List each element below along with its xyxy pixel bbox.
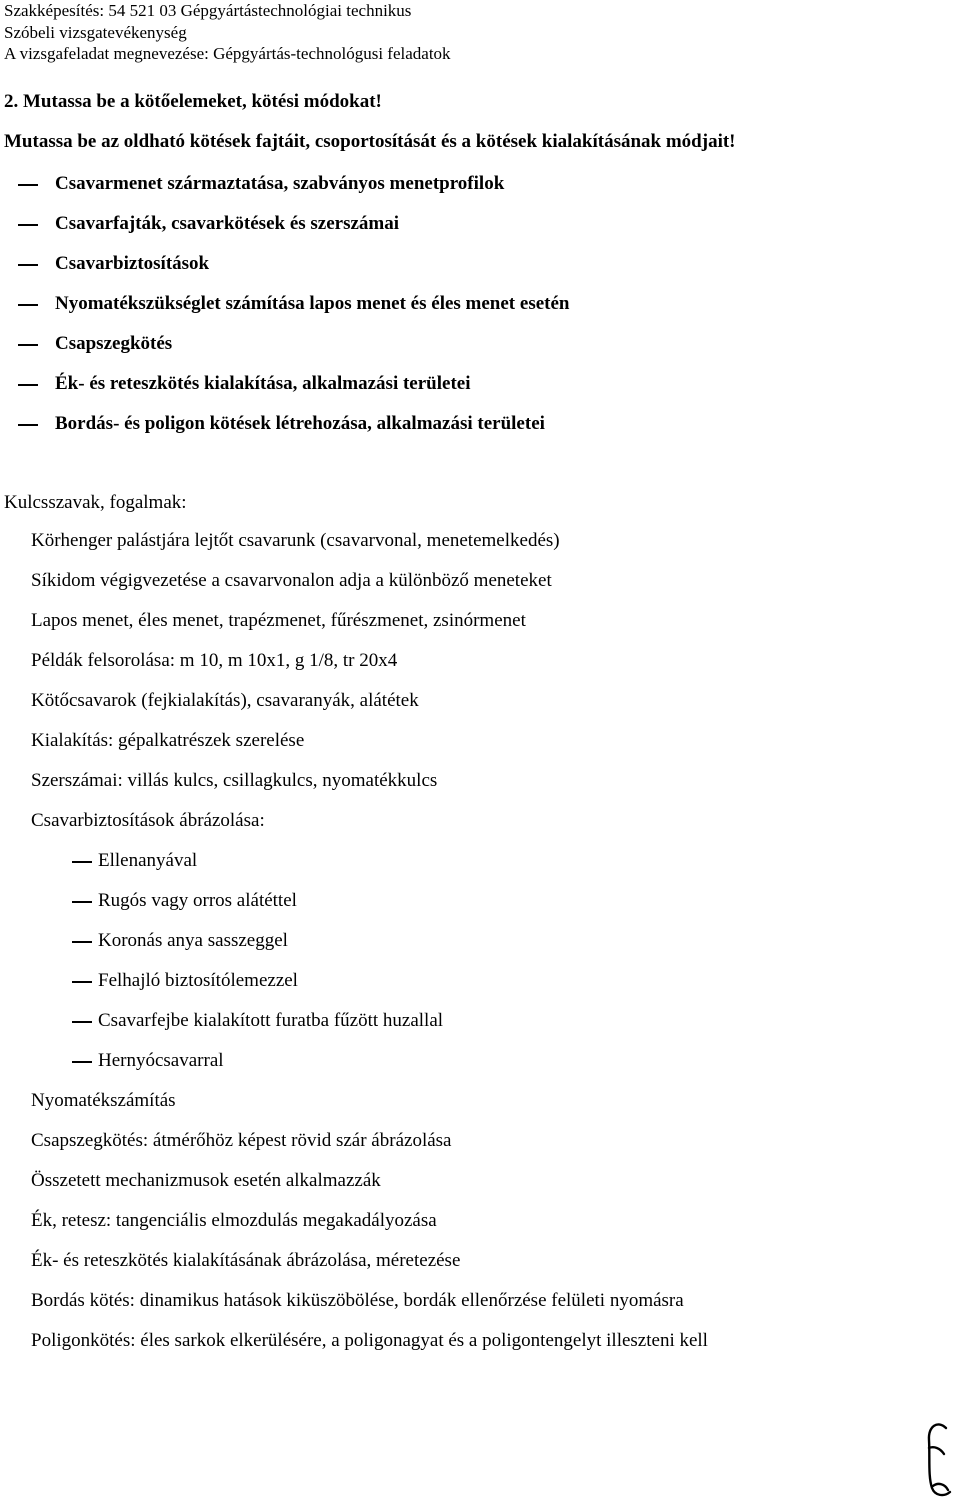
document-header bbox=[4, 0, 451, 65]
keyword-subitem-text: Koronás anya sasszeggel bbox=[98, 930, 288, 951]
topic-text: Csapszegkötés bbox=[55, 333, 173, 354]
keyword-item: Szerszámai: villás kulcs, csillagkulcs, nyomatékkulcs bbox=[31, 770, 438, 791]
topic-item bbox=[18, 413, 569, 453]
keyword-item: Ék, retesz: tangenciális elmozdulás megakadályozása bbox=[31, 1210, 437, 1231]
keyword-item: Síkidom végigvezetése a csavarvonalon adja a különböző meneteket bbox=[31, 570, 552, 591]
header-task-name: A vizsgafeladat megnevezése: Gépgyártás-technológusi feladatok bbox=[4, 44, 451, 63]
keyword-subitem-text: Rugós vagy orros alátéttel bbox=[98, 890, 297, 911]
keyword-item: Ék- és reteszkötés kialakításának ábrázolása, méretezése bbox=[31, 1250, 461, 1271]
dash-bullet-icon bbox=[18, 224, 38, 226]
dash-bullet-icon bbox=[72, 1021, 92, 1023]
keyword-subitem-text: Hernyócsavarral bbox=[98, 1050, 224, 1071]
dash-bullet-icon bbox=[72, 861, 92, 863]
keyword-subitem bbox=[31, 1050, 708, 1090]
handwritten-signature bbox=[920, 1418, 956, 1500]
keyword-item: Körhenger palástjára lejtőt csavarunk (csavarvonal, menetemelkedés) bbox=[31, 530, 560, 551]
topic-item bbox=[18, 333, 569, 373]
keyword-item: Összetett mechanizmusok esetén alkalmazzák bbox=[31, 1170, 381, 1191]
keyword-item: Nyomatékszámítás bbox=[31, 1090, 176, 1111]
topic-item bbox=[18, 213, 569, 253]
keyword-subitem bbox=[31, 890, 708, 930]
keyword-item: Kialakítás: gépalkatrészek szerelése bbox=[31, 730, 305, 751]
keyword-subitem-text: Csavarfejbe kialakított furatba fűzött huzallal bbox=[98, 1010, 444, 1031]
dash-bullet-icon bbox=[18, 424, 38, 426]
keyword-subitem-text: Felhajló biztosítólemezzel bbox=[98, 970, 298, 991]
topic-item bbox=[18, 253, 569, 293]
dash-bullet-icon bbox=[18, 304, 38, 306]
topic-text: Csavarbiztosítások bbox=[55, 253, 210, 274]
dash-bullet-icon bbox=[72, 941, 92, 943]
topic-item bbox=[18, 373, 569, 413]
topic-item bbox=[18, 293, 569, 333]
keyword-subitem-text: Ellenanyával bbox=[98, 850, 198, 871]
dash-bullet-icon bbox=[72, 901, 92, 903]
keyword-list bbox=[31, 530, 708, 1370]
question-title: 2. Mutassa be a kötőelemeket, kötési módokat! bbox=[4, 91, 382, 112]
keyword-subitem bbox=[31, 850, 708, 890]
dash-bullet-icon bbox=[72, 1061, 92, 1063]
dash-bullet-icon bbox=[18, 264, 38, 266]
keywords-title: Kulcsszavak, fogalmak: bbox=[4, 492, 187, 513]
topic-list bbox=[18, 173, 569, 453]
topic-text: Nyomatékszükséglet számítása lapos menet és éles menet esetén bbox=[55, 293, 570, 314]
topic-item bbox=[18, 173, 569, 213]
dash-bullet-icon bbox=[18, 184, 38, 186]
keyword-item: Poligonkötés: éles sarkok elkerülésére, a poligonagyat és a poligontengelyt illeszteni kell bbox=[31, 1330, 708, 1351]
topic-text: Csavarfajták, csavarkötések és szerszámai bbox=[55, 213, 400, 234]
dash-bullet-icon bbox=[18, 384, 38, 386]
topic-text: Bordás- és poligon kötések létrehozása, alkalmazási területei bbox=[55, 413, 545, 434]
keyword-subitem bbox=[31, 1010, 708, 1050]
header-qualification: Szakképesítés: 54 521 03 Gépgyártástechnológiai technikus bbox=[4, 1, 412, 20]
dash-bullet-icon bbox=[72, 981, 92, 983]
keyword-item: Csapszegkötés: átmérőhöz képest rövid szár ábrázolása bbox=[31, 1130, 452, 1151]
keyword-subitem bbox=[31, 970, 708, 1010]
keyword-item: Kötőcsavarok (fejkialakítás), csavaranyák, alátétek bbox=[31, 690, 419, 711]
keyword-item: Csavarbiztosítások ábrázolása: bbox=[31, 810, 265, 831]
keyword-item: Lapos menet, éles menet, trapézmenet, fűrészmenet, zsinórmenet bbox=[31, 610, 526, 631]
topic-text: Csavarmenet származtatása, szabványos menetprofilok bbox=[55, 173, 505, 194]
keyword-item: Bordás kötés: dinamikus hatások kiküszöbölése, bordák ellenőrzése felületi nyomásra bbox=[31, 1290, 684, 1311]
keyword-subitem bbox=[31, 930, 708, 970]
dash-bullet-icon bbox=[18, 344, 38, 346]
question-subtitle: Mutassa be az oldható kötések fajtáit, csoportosítását és a kötések kialakításának módjait! bbox=[4, 131, 736, 152]
topic-text: Ék- és reteszkötés kialakítása, alkalmazási területei bbox=[55, 373, 471, 394]
header-exam-type: Szóbeli vizsgatevékenység bbox=[4, 22, 187, 42]
keyword-item: Példák felsorolása: m 10, m 10x1, g 1/8, tr 20x4 bbox=[31, 650, 398, 671]
